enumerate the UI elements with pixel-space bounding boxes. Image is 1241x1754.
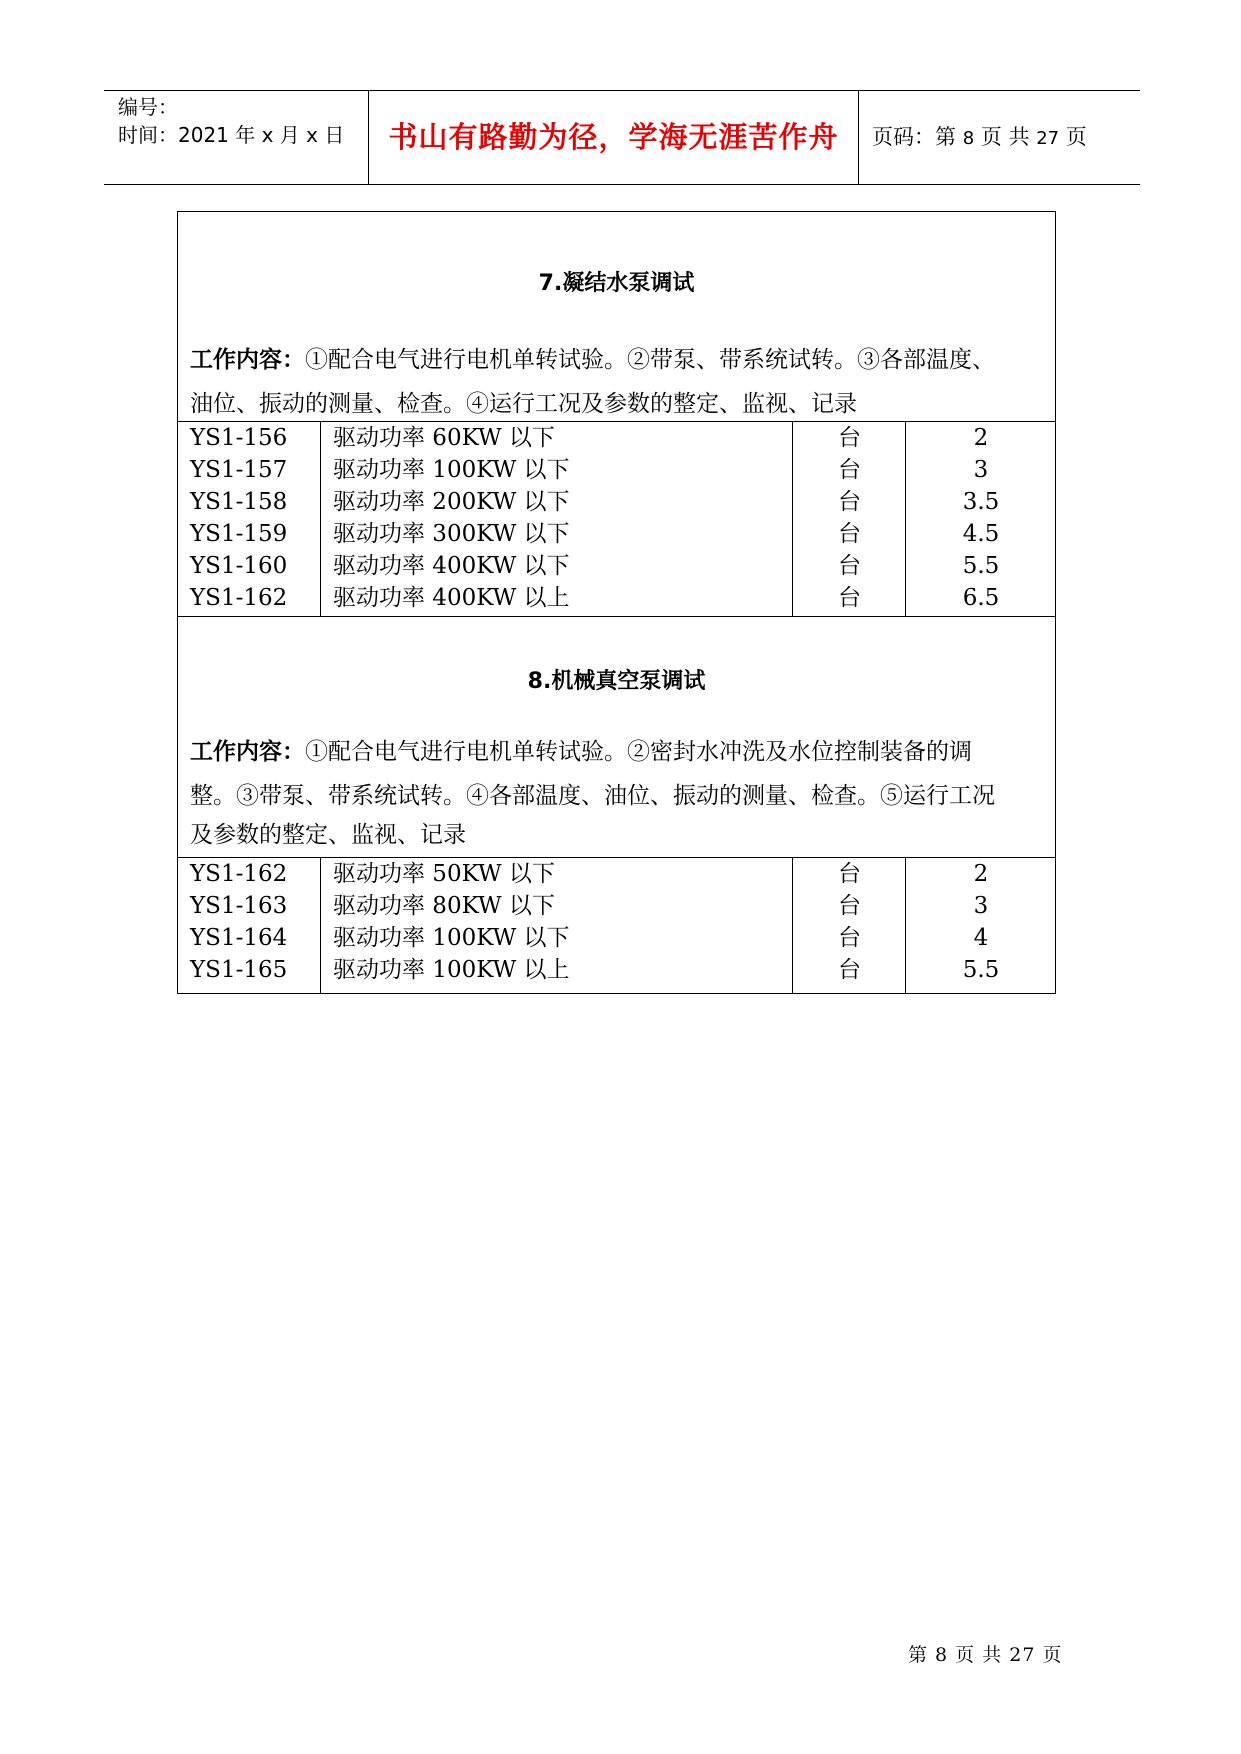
quota-unit: 台 (838, 585, 861, 611)
quota-description: 驱动功率 60KW 以下 (333, 425, 555, 451)
section-description (190, 338, 1040, 426)
page-label: 页码：第 (872, 125, 956, 149)
quota-value: 3 (973, 457, 989, 483)
quota-value: 4.5 (962, 521, 1000, 547)
quota-table (177, 211, 1056, 994)
quota-code: YS1-156 (190, 425, 288, 451)
section-description (190, 730, 1040, 818)
quota-value: 5.5 (962, 553, 1000, 579)
page-end: 页 (1065, 125, 1087, 149)
quota-code: YS1-165 (190, 957, 288, 983)
quota-unit: 台 (838, 553, 861, 579)
table-row (178, 954, 1055, 986)
quota-value: 3 (973, 893, 989, 919)
quota-description: 驱动功率 100KW 以上 (333, 957, 570, 983)
quota-unit: 台 (838, 425, 861, 451)
description-line: ①配合电气进行电机单转试验。②带泵、带系统试转。③各部温度、 (305, 347, 995, 373)
page-mid: 页 共 (980, 125, 1030, 149)
table-row (178, 486, 1055, 518)
description-line: 及参数的整定、监视、记录 (190, 822, 466, 848)
quota-value: 4 (973, 925, 989, 951)
page-total: 27 (1036, 128, 1060, 149)
header-page-info (872, 91, 1087, 184)
quota-value: 2 (973, 425, 989, 451)
table-row (178, 422, 1055, 454)
quota-description: 驱动功率 400KW 以下 (333, 553, 570, 579)
quota-unit: 台 (838, 489, 861, 515)
header-motto: 书山有路勤为径，学海无涯苦作舟 (388, 120, 839, 154)
quota-description: 驱动功率 50KW 以下 (333, 861, 555, 887)
quota-description: 驱动功率 100KW 以下 (333, 925, 570, 951)
work-content-label: 工作内容： (190, 739, 305, 765)
table-row (178, 550, 1055, 582)
quota-code: YS1-159 (190, 521, 288, 547)
quota-description: 驱动功率 400KW 以上 (333, 585, 570, 611)
header-divider (858, 91, 859, 184)
quota-value: 3.5 (962, 489, 1000, 515)
quota-code: YS1-158 (190, 489, 288, 515)
table-row (178, 582, 1055, 614)
page-footer: 第 8 页 共 27 页 (908, 1644, 1063, 1666)
table-row (178, 518, 1055, 550)
description-line: 整。③带泵、带系统试转。④各部温度、油位、振动的测量、检查。⑤运行工况 (190, 783, 995, 809)
section-title: 7.凝结水泵调试 (538, 271, 695, 296)
table-row (178, 858, 1055, 890)
description-line: ①配合电气进行电机单转试验。②密封水冲洗及水位控制装备的调 (305, 739, 972, 765)
table-row (178, 890, 1055, 922)
section-description-cont (190, 818, 1040, 852)
quota-unit: 台 (838, 861, 861, 887)
section-title: 8.机械真空泵调试 (527, 669, 706, 694)
quota-description: 驱动功率 80KW 以下 (333, 893, 555, 919)
quota-unit: 台 (838, 925, 861, 951)
quota-code: YS1-162 (190, 861, 288, 887)
quota-value: 2 (973, 861, 989, 887)
quota-value: 5.5 (962, 957, 1000, 983)
time-label: 时间：2021 年 x 月 x 日 (118, 123, 345, 147)
quota-unit: 台 (838, 521, 861, 547)
number-label: 编号： (118, 95, 178, 119)
page-number: 8 (962, 128, 975, 149)
quota-code: YS1-160 (190, 553, 288, 579)
quota-description: 驱动功率 200KW 以下 (333, 489, 570, 515)
quota-unit: 台 (838, 457, 861, 483)
quota-value: 6.5 (962, 585, 1000, 611)
table-row (178, 922, 1055, 954)
work-content-label: 工作内容： (190, 347, 305, 373)
quota-code: YS1-157 (190, 457, 288, 483)
table-rule (178, 616, 1055, 617)
quota-description: 驱动功率 300KW 以下 (333, 521, 570, 547)
quota-code: YS1-162 (190, 585, 288, 611)
quota-unit: 台 (838, 957, 861, 983)
quota-description: 驱动功率 100KW 以下 (333, 457, 570, 483)
header-meta (118, 93, 344, 149)
page-header (104, 90, 1140, 185)
quota-unit: 台 (838, 893, 861, 919)
quota-code: YS1-164 (190, 925, 288, 951)
quota-code: YS1-163 (190, 893, 288, 919)
description-line: 油位、振动的测量、检查。④运行工况及参数的整定、监视、记录 (190, 391, 857, 417)
table-row (178, 454, 1055, 486)
